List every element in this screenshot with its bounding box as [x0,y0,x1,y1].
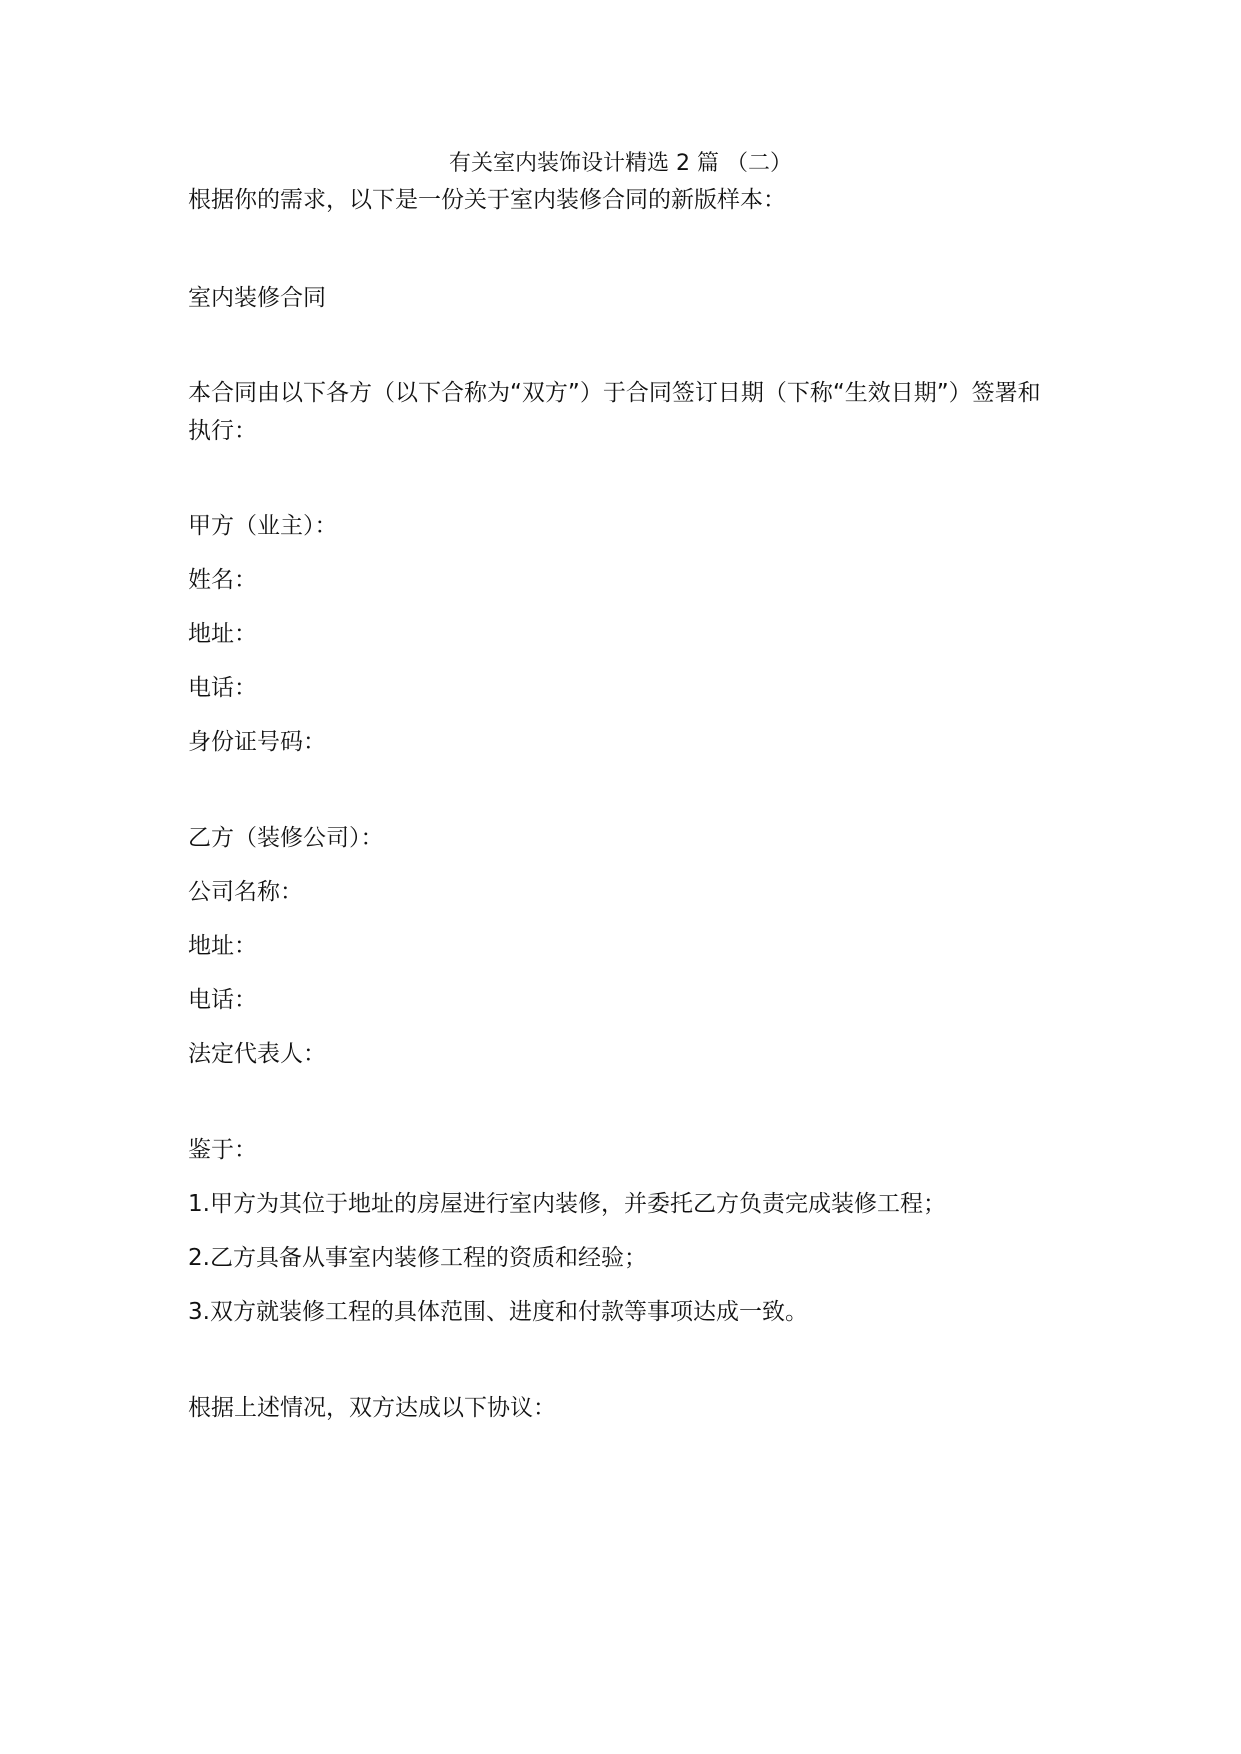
party-b-heading: 乙方（装修公司）： [188,825,384,851]
party-b-company-field: 公司名称： [188,879,303,905]
party-a-heading: 甲方（业主）： [188,513,338,539]
preamble-paragraph: 本合同由以下各方（以下合称为“双方”）于合同签订日期（下称“生效日期”）签署和执行： [188,380,1041,444]
party-a-name-field: 姓名： [188,567,257,593]
party-b-phone-field: 电话： [188,987,257,1013]
whereas-item: 2.乙方具备从事室内装修工程的资质和经验； [188,1245,647,1271]
party-a-id-field: 身份证号码： [188,729,326,755]
whereas-item: 3.双方就装修工程的具体范围、进度和付款等事项达成一致。 [188,1299,808,1325]
party-a-phone-field: 电话： [188,675,257,701]
whereas-item: 1.甲方为其位于地址的房屋进行室内装修，并委托乙方负责完成装修工程； [188,1191,946,1217]
agreement-intro: 根据上述情况，双方达成以下协议： [188,1395,556,1421]
document-title: 有关室内装饰设计精选 2 篇 （二） [449,151,792,176]
party-b-legal-rep-field: 法定代表人： [188,1041,326,1067]
party-a-address-field: 地址： [188,621,257,647]
contract-heading: 室内装修合同 [188,285,326,311]
whereas-heading: 鉴于： [188,1137,257,1163]
party-b-address-field: 地址： [188,933,257,959]
intro-text: 根据你的需求，以下是一份关于室内装修合同的新版样本： [188,187,786,213]
